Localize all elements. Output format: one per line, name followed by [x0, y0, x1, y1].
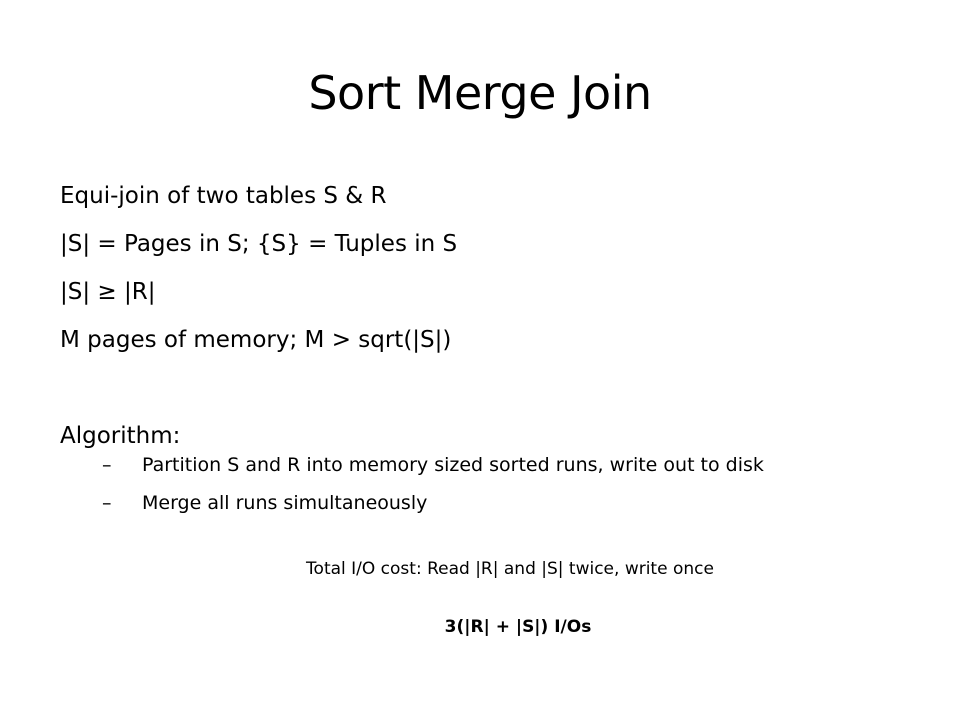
- algorithm-heading: Algorithm:: [60, 423, 181, 449]
- bullet-dash: –: [102, 492, 112, 514]
- step-text-partition: Partition S and R into memory sized sorted runs, write out to disk: [142, 454, 764, 476]
- body-line-join-definition: Equi-join of two tables S & R: [60, 183, 387, 209]
- body-spacer: [60, 364, 920, 412]
- body-line-size-relation: |S| ≥ |R|: [60, 279, 156, 305]
- algorithm-step: [102, 484, 902, 522]
- step-text-merge: Merge all runs simultaneously: [142, 492, 428, 514]
- algorithm-steps: [102, 446, 902, 522]
- algorithm-step: [102, 446, 902, 484]
- slide-body: [60, 172, 920, 460]
- io-cost-formula: 3(|R| + |S|) I/Os: [444, 617, 592, 637]
- body-line-notation: |S| = Pages in S; {S} = Tuples in S: [60, 231, 458, 257]
- body-line-memory: M pages of memory; M > sqrt(|S|): [60, 327, 452, 353]
- io-cost-description: Total I/O cost: Read |R| and |S| twice, write once: [306, 559, 714, 579]
- slide-title: Sort Merge Join: [308, 66, 652, 120]
- bullet-dash: –: [102, 454, 112, 476]
